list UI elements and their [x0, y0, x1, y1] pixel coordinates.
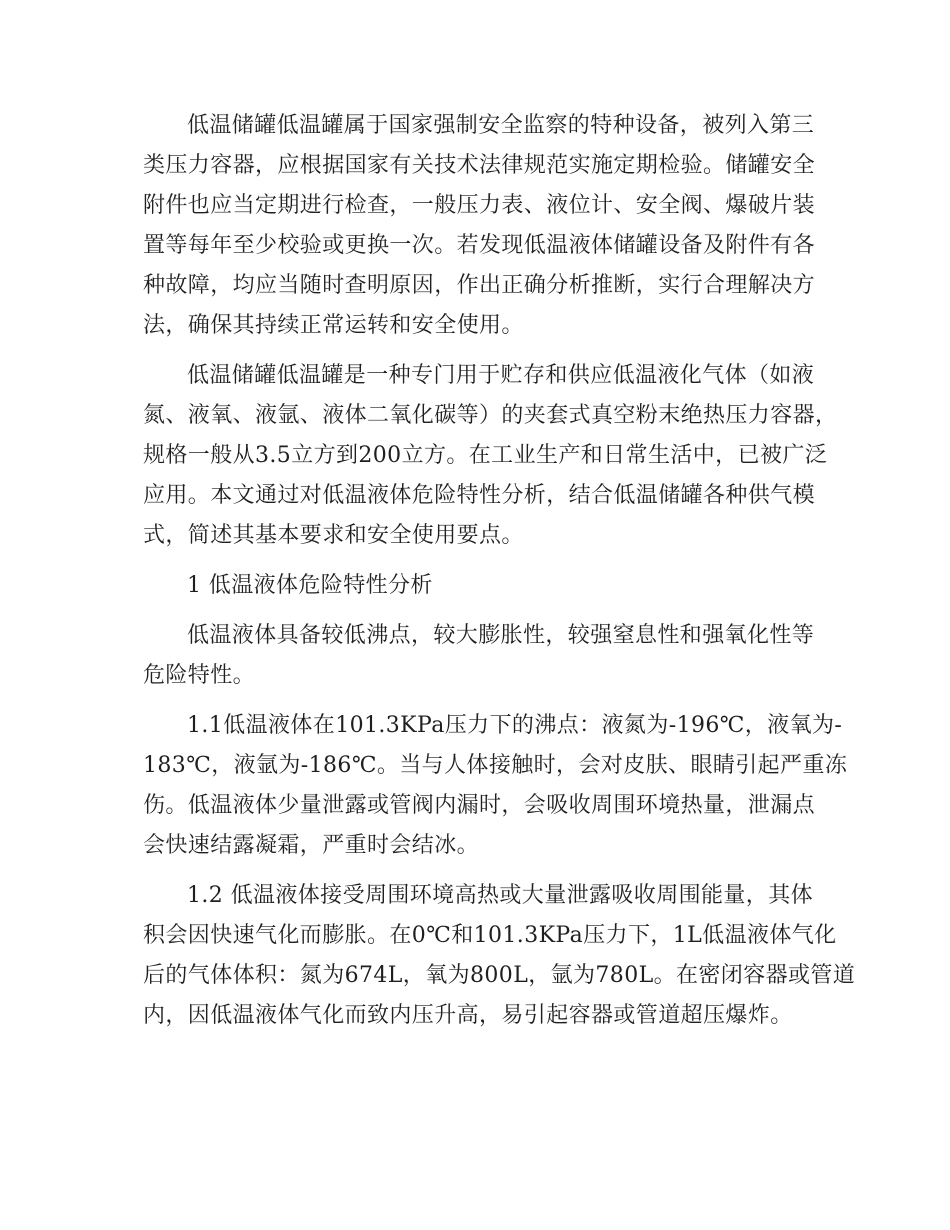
- paragraph-5: [143, 876, 856, 1036]
- document-body: [143, 106, 856, 1046]
- paragraph-line: 会快速结露凝霜，严重时会结冰。: [143, 833, 480, 858]
- paragraph-line: 种故障，均应当随时查明原因，作出正确分析推断，实行合理解决方: [143, 273, 816, 298]
- paragraph-4: [143, 706, 848, 866]
- paragraph-line: 类压力容器，应根据国家有关技术法律规范实施定期检验。储罐安全: [143, 153, 816, 178]
- paragraph-line: 1.2 低温液体接受周围环境高热或大量泄露吸收周围能量，其体: [187, 883, 813, 908]
- paragraph-line: 低温储罐低温罐是一种专门用于贮存和供应低温液化气体（如液: [187, 363, 815, 388]
- paragraph-line: 1.1低温液体在101.3KPa压力下的沸点：液氮为-196℃，液氧为-: [187, 713, 843, 738]
- paragraph-line: 附件也应当定期进行检查，一般压力表、液位计、安全阀、爆破片装: [143, 193, 816, 218]
- paragraph-line: 规格一般从3.5立方到200立方。在工业生产和日常生活中，已被广泛: [143, 443, 828, 468]
- paragraph-1: [143, 106, 816, 346]
- paragraph-line: 危险特性。: [143, 663, 256, 688]
- paragraph-line: 低温储罐低温罐属于国家强制安全监察的特种设备，被列入第三: [187, 113, 815, 138]
- paragraph-2: [143, 356, 838, 556]
- paragraph-line: 积会因快速气化而膨胀。在0℃和101.3KPa压力下，1L低温液体气化: [143, 923, 837, 948]
- paragraph-line: 低温液体具备较低沸点，较大膨胀性，较强窒息性和强氧化性等: [187, 623, 815, 648]
- paragraph-line: 后的气体体积：氮为674L，氧为800L，氩为780L。在密闭容器或管道: [143, 963, 856, 988]
- paragraph-line: 氮、液氧、液氩、液体二氧化碳等）的夹套式真空粉末绝热压力容器，: [143, 403, 838, 428]
- paragraph-line: 伤。低温液体少量泄露或管阀内漏时，会吸收周围环境热量，泄漏点: [143, 793, 816, 818]
- paragraph-line: 183℃，液氩为-186℃。当与人体接触时，会对皮肤、眼睛引起严重冻: [143, 753, 848, 778]
- paragraph-line: 内，因低温液体气化而致内压升高，易引起容器或管道超压爆炸。: [143, 1003, 793, 1028]
- paragraph-line: 法，确保其持续正常运转和安全使用。: [143, 313, 524, 338]
- paragraph-line: 置等每年至少校验或更换一次。若发现低温液体储罐设备及附件有各: [143, 233, 816, 258]
- paragraph-line: 应用。本文通过对低温液体危险特性分析，结合低温储罐各种供气模: [143, 483, 816, 508]
- section-heading: [143, 566, 813, 606]
- paragraph-3: [143, 616, 813, 696]
- heading-line: 1 低温液体危险特性分析: [187, 573, 433, 598]
- paragraph-line: 式，简述其基本要求和安全使用要点。: [143, 523, 524, 548]
